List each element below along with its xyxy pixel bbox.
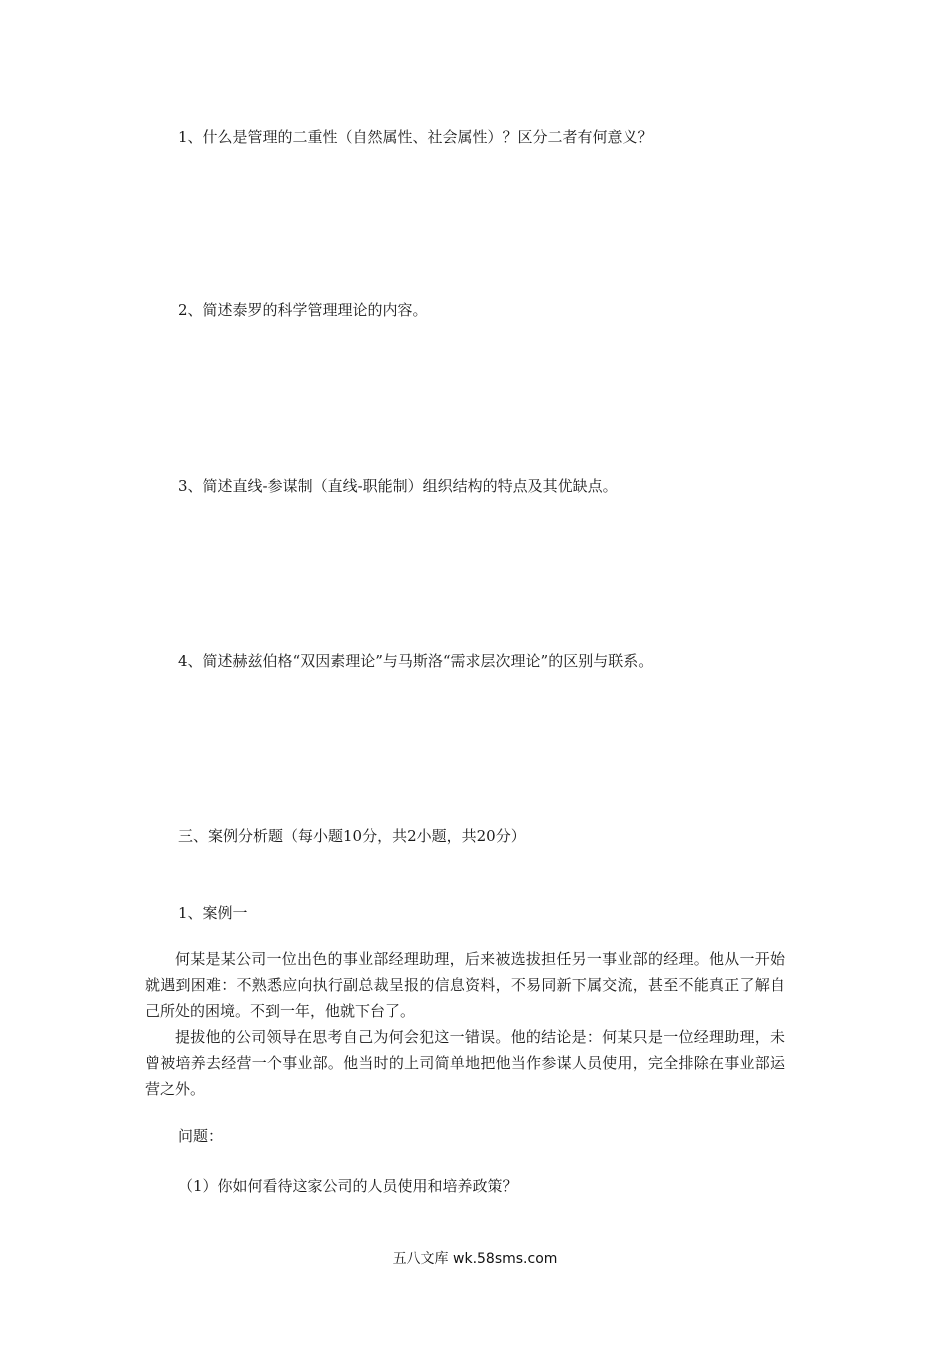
question-1: 1、什么是管理的二重性（自然属性、社会属性）？区分二者有何意义？	[178, 128, 653, 146]
case-1-paragraph-2: 提拔他的公司领导在思考自己为何会犯这一错误。他的结论是：何某只是一位经理助理，未曾被培养去经营一个事业部。他当时的上司简单地把他当作参谋人员使用，完全排除在事业部运营之外。	[145, 1028, 785, 1098]
footer-watermark: 五八文库 wk.58sms.com	[392, 1251, 558, 1267]
question-label: 问题：	[178, 1127, 224, 1145]
question-2: 2、简述泰罗的科学管理理论的内容。	[178, 301, 428, 319]
section-heading-case-analysis: 三、案例分析题（每小题10分，共2小题，共20分）	[178, 827, 526, 845]
question-3: 3、简述直线-参谋制（直线-职能制）组织结构的特点及其优缺点。	[178, 477, 618, 495]
case-1-paragraph-1: 何某是某公司一位出色的事业部经理助理，后来被选拔担任另一事业部的经理。他从一开始就遇到困难：不熟悉应向执行副总裁呈报的信息资料，不易同新下属交流，甚至不能真正了解自己所处的困境。不到一年，他就下台了。	[145, 950, 785, 1020]
case-1-title: 1、案例一	[178, 904, 248, 922]
question-4: 4、简述赫兹伯格“双因素理论”与马斯洛“需求层次理论”的区别与联系。	[178, 652, 654, 670]
case-1-sub-question-1: （1）你如何看待这家公司的人员使用和培养政策？	[178, 1177, 518, 1195]
